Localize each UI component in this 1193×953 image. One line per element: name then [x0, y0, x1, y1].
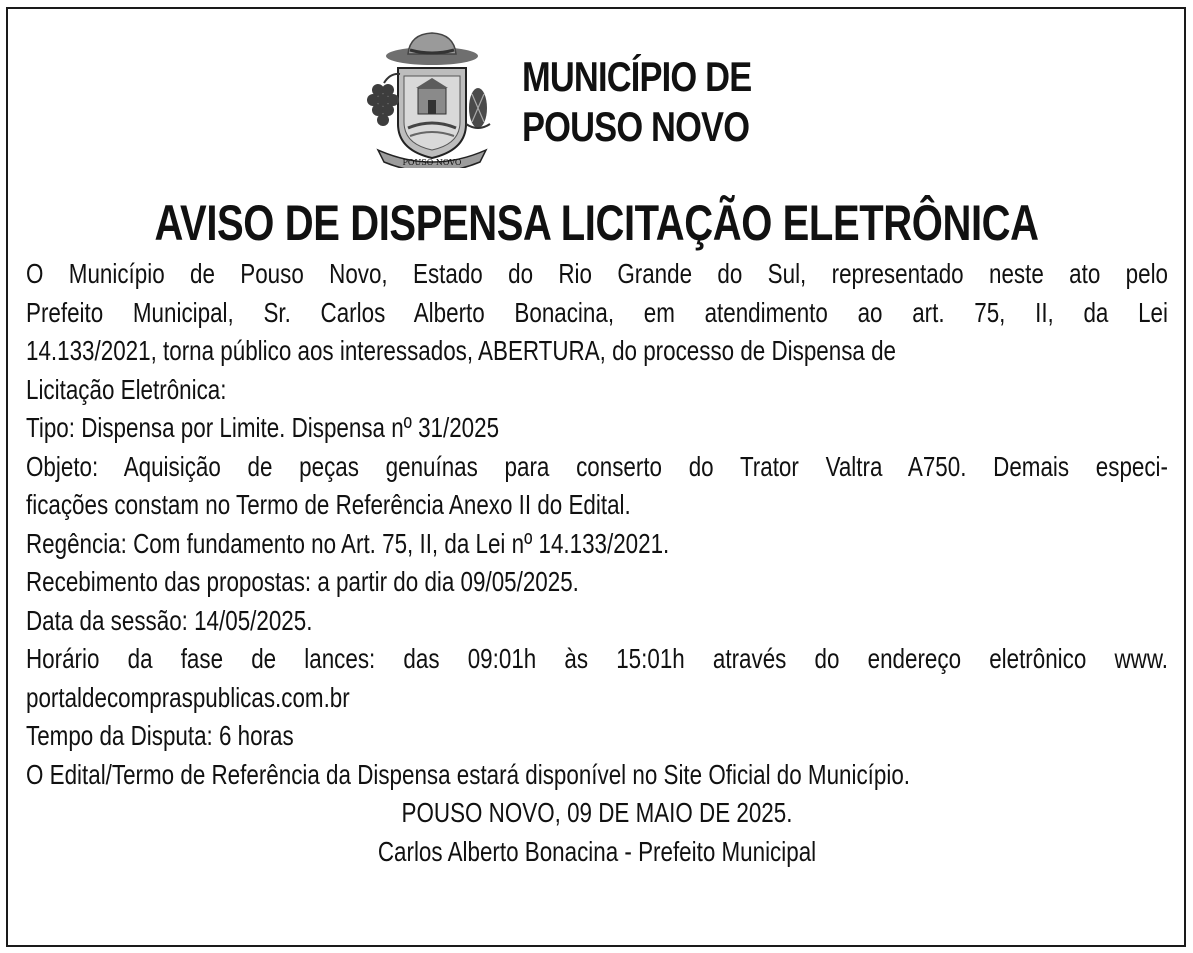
coat-of-arms-icon: [360, 28, 500, 168]
recebimento-line: Recebimento das propostas: a partir do dia 09/05/2025.: [26, 566, 579, 597]
signature-line: Carlos Alberto Bonacina - Prefeito Municipal: [377, 835, 817, 867]
municipality-line-2: POUSO NOVO: [522, 103, 750, 150]
objeto-line: Objeto: Aquisição de peças genuínas para conserto do Trator Valtra A750. Demais especi-: [26, 450, 1168, 482]
edital-line: O Edital/Termo de Referência da Dispensa estará disponível no Site Oficial do Município.: [26, 758, 911, 790]
horario-line: portaldecompraspublicas.com.br: [26, 681, 350, 713]
place-date-line: POUSO NOVO, 09 DE MAIO DE 2025.: [401, 797, 793, 828]
intro-line: 14.133/2021, torna público aos interessados, ABERTURA, do processo de Dispensa de: [26, 335, 896, 366]
objeto-line: ficações constam no Termo de Referência Anexo II do Edital.: [26, 489, 631, 520]
notice-title: AVISO DE DISPENSA LICITAÇÃO ELETRÔNICA: [154, 195, 1039, 251]
municipality-line-1: MUNICÍPIO DE: [522, 53, 752, 100]
intro-line: O Município de Pouso Novo, Estado do Rio Grande do Sul, representado neste ato pelo: [26, 258, 1168, 289]
regencia-line: Regência: Com fundamento no Art. 75, II, da Lei nº 14.133/2021.: [26, 527, 670, 559]
intro-line: Licitação Eletrônica:: [26, 373, 227, 405]
crest-ribbon-text: POUSO NOVO: [402, 158, 462, 167]
notice-body: [26, 255, 1168, 871]
municipality-name: [522, 52, 751, 152]
intro-line: Prefeito Municipal, Sr. Carlos Alberto Bonacina, em atendimento ao art. 75, II, da Lei: [26, 296, 1168, 328]
header: [360, 28, 840, 168]
data-sessao-line: Data da sessão: 14/05/2025.: [26, 604, 313, 636]
tempo-line: Tempo da Disputa: 6 horas: [26, 720, 294, 751]
horario-line: Horário da fase de lances: das 09:01h às 15:01h através do endereço eletrônico www.: [26, 643, 1168, 674]
notice-title-wrap: [0, 193, 1193, 253]
tipo-line: Tipo: Dispensa por Limite. Dispensa nº 31/2025: [26, 412, 500, 443]
